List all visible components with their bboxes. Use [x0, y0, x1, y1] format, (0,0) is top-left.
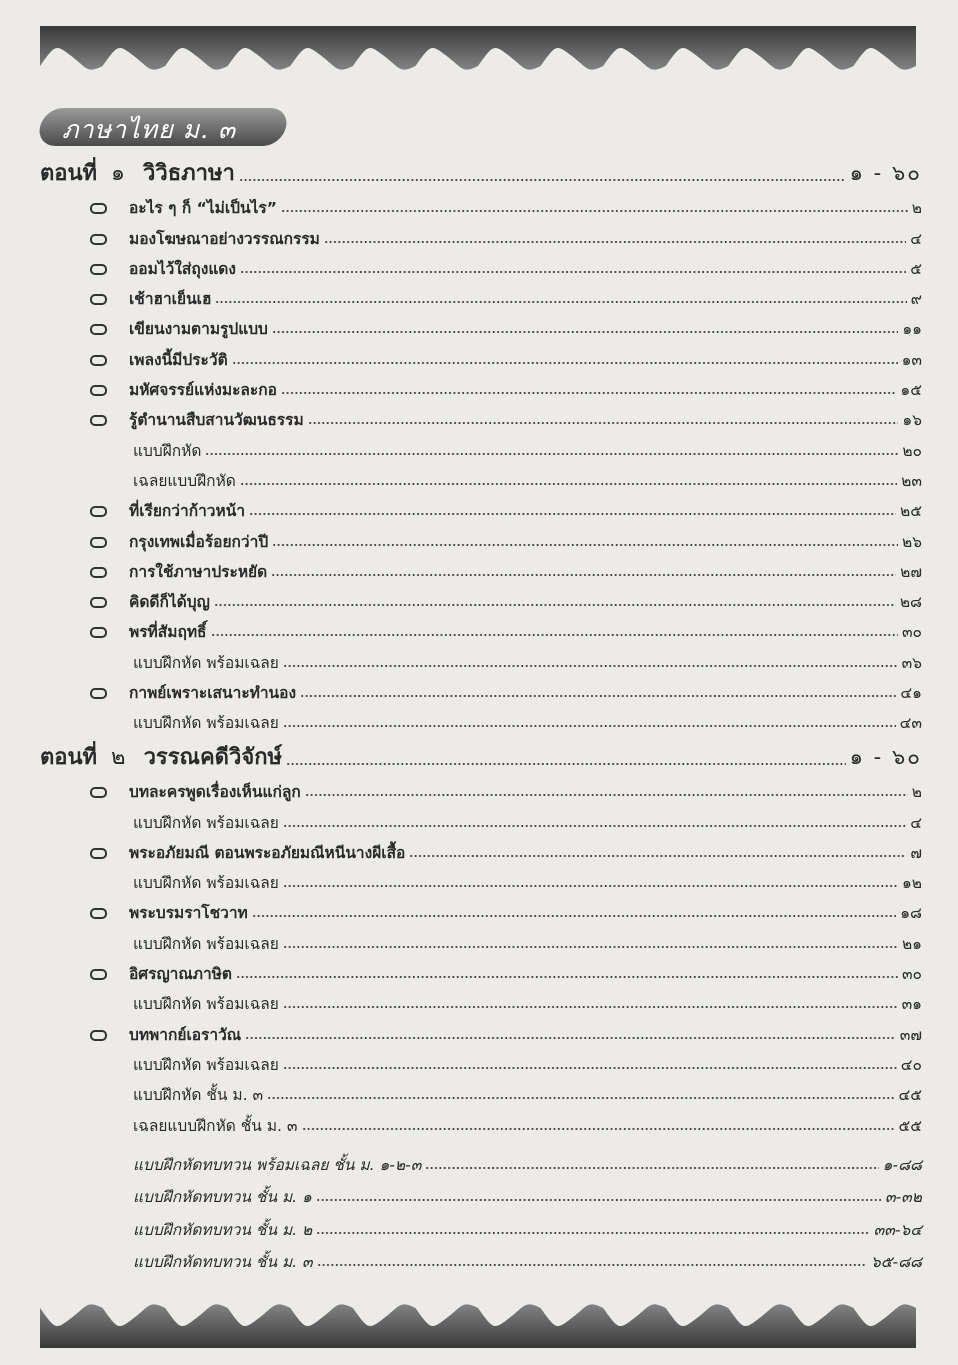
rounded-bullet-icon	[90, 264, 107, 275]
bottom-wave-banner	[40, 1290, 916, 1348]
dot-leader	[214, 603, 896, 607]
toc-entry-page: ๒๖	[901, 532, 922, 551]
toc-entry[interactable]	[40, 432, 922, 462]
toc-entry-page: ๒๘	[899, 593, 922, 612]
toc-entry[interactable]	[40, 190, 922, 220]
toc-entry-label	[40, 286, 211, 311]
review-entry-page: ๑-๘๘	[882, 1155, 922, 1174]
toc-entry[interactable]	[40, 372, 922, 402]
review-entry[interactable]	[40, 1209, 922, 1242]
dot-leader	[283, 724, 896, 728]
toc-entry-title: แบบฝึกหัด พร้อมเฉลย	[133, 813, 279, 832]
toc-entry-title: กาพย์เพราะเสนาะทำนอง	[129, 684, 297, 703]
toc-entry-title: แบบฝึกหัด พร้อมเฉลย	[133, 995, 279, 1014]
toc-entry[interactable]	[40, 956, 922, 986]
toc-entry-page: ๑๓	[901, 350, 922, 369]
rounded-bullet-icon	[90, 1030, 107, 1041]
toc-entry-page: ๑๘	[900, 904, 922, 923]
toc-entry-label	[40, 1113, 298, 1138]
toc-entry-title: การใช้ภาษาประหยัด	[129, 562, 268, 581]
toc-entry-label	[40, 347, 228, 372]
toc-entry-label	[40, 1022, 241, 1047]
toc-entry-label	[40, 377, 277, 402]
dot-leader	[305, 793, 908, 797]
toc-entry-page: ๓๖	[901, 653, 922, 672]
toc-entry-page: ๒๐	[902, 441, 922, 460]
review-entry-title: แบบฝึกหัดทบทวน ชั้น ม. ๓	[133, 1253, 313, 1271]
toc-entry-label	[40, 961, 232, 986]
toc-entry[interactable]	[40, 675, 922, 705]
toc-entry[interactable]	[40, 1107, 922, 1137]
toc-entry-page: ๙	[910, 290, 922, 309]
review-entry[interactable]	[40, 1177, 922, 1210]
toc-entry-label	[40, 407, 304, 432]
dot-leader	[245, 1036, 896, 1040]
toc-entry-title: อิศรญาณภาษิต	[129, 965, 232, 984]
toc-entry-label	[40, 619, 207, 644]
part2-title: วรรณคดีวิจักษ์	[143, 745, 283, 770]
dot-leader	[425, 1166, 878, 1170]
toc-entry-title: พระบรมราโชวาท	[129, 904, 248, 923]
toc-entry-page: ๑๕	[900, 381, 922, 400]
toc-entry-title: แบบฝึกหัด ชั้น ม. ๓	[133, 1086, 264, 1105]
dot-leader	[283, 1066, 897, 1070]
toc-entry[interactable]	[40, 865, 922, 895]
toc-entry-page: ๑๑	[902, 320, 922, 339]
part2-heading[interactable]	[40, 736, 922, 774]
part1-page-range: ๑ - ๖๐	[849, 161, 922, 185]
rounded-bullet-icon	[90, 294, 107, 305]
toc-entry-label	[40, 650, 279, 675]
toc-entry-title: เช้าฮาเย็นเฮ	[129, 290, 212, 309]
part1-heading-label	[40, 155, 235, 190]
review-entry-page: ๓-๓๒	[884, 1188, 922, 1206]
toc-entry-page: ๔	[910, 813, 922, 832]
dot-leader	[232, 361, 898, 365]
toc-entry-title: เฉลยแบบฝึกหัด ชั้น ม. ๓	[133, 1116, 298, 1135]
rounded-bullet-icon	[90, 969, 107, 980]
toc-entry[interactable]	[40, 835, 922, 865]
dot-leader	[252, 914, 896, 918]
rounded-bullet-icon	[90, 848, 107, 859]
toc-entry-page: ๔๕	[898, 1086, 922, 1105]
toc-entry-page: ๒	[911, 783, 922, 802]
toc-entry-label	[40, 438, 201, 463]
toc-entry-title: บทพากย์เอราวัณ	[129, 1025, 242, 1044]
toc-entry-title: คิดดีก็ได้บุญ	[129, 593, 210, 612]
toc-entry-label	[40, 1082, 263, 1107]
toc-entry[interactable]	[40, 614, 922, 644]
part2-heading-label	[40, 739, 282, 774]
dot-leader	[283, 945, 898, 949]
dot-leader	[316, 1231, 869, 1235]
rounded-bullet-icon	[90, 415, 107, 426]
toc-entry-page: ๔๐	[900, 1055, 922, 1074]
toc-entry-label	[40, 840, 405, 865]
toc-entry-title: แบบฝึกหัด พร้อมเฉลย	[133, 653, 279, 672]
part1-heading[interactable]	[40, 152, 922, 190]
toc-entry-page: ๒๕	[900, 502, 922, 521]
toc-entry[interactable]	[40, 1077, 922, 1107]
dot-leader	[205, 452, 898, 456]
rounded-bullet-icon	[90, 234, 107, 245]
part1-section	[40, 152, 922, 735]
toc-entry-label	[40, 870, 279, 895]
dot-leader	[211, 633, 898, 637]
toc-entry[interactable]	[40, 523, 922, 553]
review-section	[40, 1144, 922, 1274]
toc-entry[interactable]	[40, 463, 922, 493]
toc-entry[interactable]	[40, 341, 922, 371]
toc-entry[interactable]	[40, 705, 922, 735]
rounded-bullet-icon	[90, 324, 107, 335]
toc-entry-title: เฉลยแบบฝึกหัด	[133, 471, 236, 490]
toc-entry-title: มองโฆษณาอย่างวรรณกรรม	[129, 229, 320, 248]
dot-leader	[317, 1263, 867, 1267]
toc-entry-label	[40, 529, 268, 554]
toc-entry-page: ๒	[911, 199, 922, 218]
toc-entry-label	[40, 680, 296, 705]
dot-leader	[281, 209, 908, 213]
toc-entry[interactable]	[40, 774, 922, 804]
dot-leader	[283, 664, 898, 668]
dot-leader	[267, 1096, 894, 1100]
rounded-bullet-icon	[90, 688, 107, 699]
toc-entry[interactable]	[40, 311, 922, 341]
dot-leader	[240, 270, 906, 274]
dot-leader	[302, 1127, 895, 1131]
toc-entry[interactable]	[40, 986, 922, 1016]
part2-section	[40, 736, 922, 1138]
dot-leader	[215, 300, 906, 304]
toc-entry-page: ๔๓	[899, 714, 922, 733]
toc-entry[interactable]	[40, 804, 922, 834]
dot-leader	[272, 330, 898, 334]
toc-entry-title: มหัศจรรย์แห่งมะละกอ	[129, 381, 277, 400]
toc-entry-title: อะไร ๆ ก็ “ไม่เป็นไร”	[129, 199, 277, 218]
toc-entry-title: แบบฝึกหัด พร้อมเฉลย	[133, 934, 279, 953]
toc-entry[interactable]	[40, 281, 922, 311]
toc-entry-label	[40, 589, 210, 614]
toc-entry-label	[40, 1052, 279, 1077]
dot-leader	[271, 573, 896, 577]
toc-entry-page: ๓๑	[901, 995, 922, 1014]
rounded-bullet-icon	[90, 537, 107, 548]
toc-entry-page: ๓๐	[901, 623, 922, 642]
toc-entry-label	[40, 498, 245, 523]
toc-entry-label	[40, 226, 320, 251]
toc-entry[interactable]	[40, 895, 922, 925]
toc-entry[interactable]	[40, 1016, 922, 1046]
toc-entry-page: ๕	[910, 259, 922, 278]
toc-entry-title: พระอภัยมณี ตอนพระอภัยมณีหนีนางผีเสื้อ	[129, 843, 406, 862]
review-entry-title: แบบฝึกหัดทบทวน ชั้น ม. ๒	[133, 1220, 313, 1239]
toc-entry-title: พรที่สัมฤทธิ์	[129, 623, 207, 642]
review-entry-title: แบบฝึกหัดทบทวน พร้อมเฉลย ชั้น ม. ๑-๒-๓	[133, 1155, 422, 1174]
toc-entry-title: แบบฝึกหัด พร้อมเฉลย	[133, 714, 279, 733]
toc-entry-page: ๔	[910, 229, 922, 248]
dot-leader	[283, 884, 898, 888]
rounded-bullet-icon	[90, 355, 107, 366]
review-entry-title: แบบฝึกหัดทบทวน ชั้น ม. ๑	[133, 1188, 312, 1206]
review-entry-page: ๓๓-๖๔	[873, 1220, 922, 1239]
dot-leader	[300, 694, 896, 698]
rounded-bullet-icon	[90, 203, 107, 214]
toc-entry-title: แบบฝึกหัด พร้อมเฉลย	[133, 1055, 279, 1074]
top-wave-banner	[40, 26, 916, 84]
toc-entry-page: ๒๗	[900, 562, 922, 581]
dot-leader	[240, 482, 897, 486]
dot-leader	[239, 178, 846, 182]
toc-entry-title: แบบฝึกหัด	[133, 441, 202, 460]
dot-leader	[283, 1005, 898, 1009]
review-entry-page: ๖๕-๘๘	[870, 1253, 922, 1271]
toc-entry-label	[40, 468, 236, 493]
rounded-bullet-icon	[90, 385, 107, 396]
subject-badge-title: ภาษาไทย ม. ๓	[62, 115, 237, 144]
dot-leader	[249, 512, 896, 516]
rounded-bullet-icon	[90, 597, 107, 608]
part2-page-range: ๑ - ๖๐	[849, 745, 922, 769]
toc-entry-page: ๗	[910, 843, 922, 862]
review-entry[interactable]	[40, 1242, 922, 1275]
toc-entry-page: ๓๗	[899, 1025, 922, 1044]
toc-entry-title: เขียนงามตามรูปแบบ	[129, 320, 268, 339]
toc-entry[interactable]	[40, 644, 922, 674]
toc-entry-label	[40, 931, 279, 956]
dot-leader	[308, 421, 899, 425]
toc-entry-title: บทละครพูดเรื่องเห็นแก่ลูก	[129, 783, 301, 802]
toc-entry[interactable]	[40, 493, 922, 523]
toc-entry[interactable]	[40, 554, 922, 584]
toc-entry-page: ๔๑	[900, 684, 922, 703]
toc-entry[interactable]	[40, 1047, 922, 1077]
toc-entry[interactable]	[40, 251, 922, 281]
toc-entry-label	[40, 810, 279, 835]
review-entry[interactable]	[40, 1144, 922, 1177]
toc-entry-page: ๓๐	[901, 965, 922, 984]
toc-entry-title: แบบฝึกหัด พร้อมเฉลย	[133, 874, 279, 893]
rounded-bullet-icon	[90, 627, 107, 638]
dot-leader	[324, 240, 906, 244]
toc-entry-label	[40, 195, 277, 220]
dot-leader	[236, 975, 898, 979]
toc-entry-title: รู้ตำนานสืบสานวัฒนธรรม	[129, 411, 304, 430]
dot-leader	[409, 854, 906, 858]
toc-entry-label	[40, 316, 268, 341]
rounded-bullet-icon	[90, 787, 107, 798]
toc-entry-title: ที่เรียกว่าก้าวหน้า	[129, 502, 246, 521]
dot-leader	[283, 824, 906, 828]
toc-entry-page: ๕๕	[898, 1116, 922, 1135]
part1-prefix: ตอนที่	[40, 161, 98, 186]
part1-number: ๑	[111, 161, 126, 186]
toc-entry[interactable]	[40, 925, 922, 955]
rounded-bullet-icon	[90, 908, 107, 919]
toc-entry-page: ๒๓	[901, 471, 922, 490]
dot-leader	[281, 391, 896, 395]
toc-entry[interactable]	[40, 584, 922, 614]
toc-entry-label	[40, 779, 301, 804]
toc-entry-label	[40, 710, 279, 735]
dot-leader	[316, 1198, 881, 1202]
toc-entry-title: กรุงเทพเมื่อร้อยกว่าปี	[129, 532, 269, 551]
toc-entry[interactable]	[40, 402, 922, 432]
dot-leader	[286, 762, 846, 766]
rounded-bullet-icon	[90, 567, 107, 578]
toc-entry-label	[40, 991, 279, 1016]
toc-entry-page: ๑๖	[902, 411, 922, 430]
part2-number: ๒	[111, 745, 126, 770]
toc-entry[interactable]	[40, 220, 922, 250]
toc-entry-label	[40, 559, 267, 584]
toc-entry-page: ๑๒	[901, 874, 922, 893]
toc-entry-label	[40, 256, 236, 281]
part1-title: วิวิธภาษา	[143, 161, 235, 186]
toc-entry-label	[40, 900, 248, 925]
part2-prefix: ตอนที่	[40, 745, 98, 770]
toc-entry-title: เพลงนี้มีประวัติ	[129, 350, 228, 369]
dot-leader	[272, 543, 898, 547]
rounded-bullet-icon	[90, 506, 107, 517]
toc-entry-page: ๒๑	[901, 934, 922, 953]
toc-entry-title: ออมไว้ใส่ถุงแดง	[129, 259, 236, 278]
